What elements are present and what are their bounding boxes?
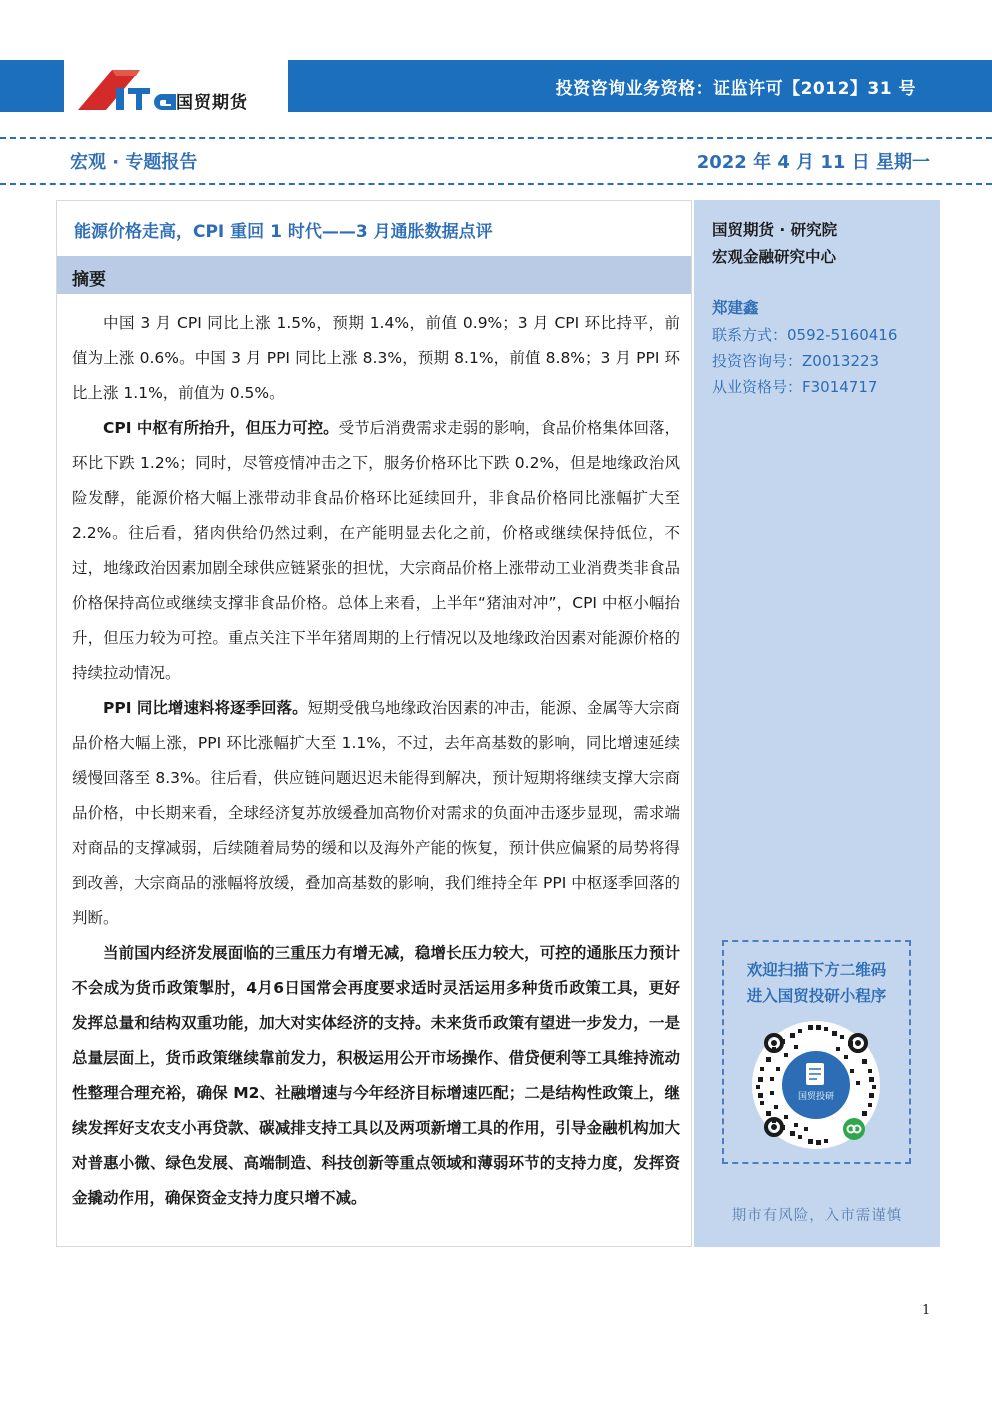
qr-caption-line-2: 进入国贸投研小程序 bbox=[746, 987, 887, 1005]
summary-body bbox=[72, 306, 680, 1216]
paragraph-3 bbox=[72, 691, 680, 936]
paragraph-3-text: 短期受俄乌地缘政治因素的冲击，能源、金属等大宗商品价格大幅上涨，PPI 环比涨幅扩大至 1.1%，不过，去年高基数的影响，同比增速延续缓慢回落至 8.3%。往后看，供应链问题迟迟未能得到解决，预计短期将继续支撑大宗商品价格，中长期来看，全球经济复苏放缓叠加高物价对需求的负面冲击逐步显现，需求端对商品的支撑减弱，后续随着局势的缓和以及海外产能的恢复，预计供应偏紧的局势将得到改善，大宗商品的涨幅将放缓，叠加高基数的影响，我们维持全年 PPI 中枢逐季回落的判断。 bbox=[72, 699, 680, 927]
itg-logo-icon bbox=[78, 66, 178, 110]
paragraph-2 bbox=[72, 411, 680, 691]
qr-center-label: 国贸投研 bbox=[797, 1092, 835, 1102]
mini-program-qr-icon[interactable] bbox=[750, 1019, 882, 1151]
divider-dashed-bottom bbox=[0, 183, 992, 185]
summary-label: 摘要 bbox=[72, 270, 106, 290]
analyst-name: 郑建鑫 bbox=[712, 299, 759, 317]
report-type: 宏观 · 专题报告 bbox=[70, 152, 198, 173]
paragraph-2-text: 受节后消费需求走弱的影响，食品价格集体回落，环比下跌 1.2%；同时，尽管疫情冲击之下，服务价格环比下跌 0.2%，但是地缘政治风险发酵，能源价格大幅上涨带动非食品价格环比延续回升，非食品价格同比涨幅扩大至 2.2%。往后看，猪肉供给仍然过剩，在产能明显去化之前，价格或继续保持低位，不过，地缘政治因素加剧全球供应链紧张的担忧，大宗商品价格上涨带动工业消费类非食品价格保持高位或继续支撑非食品价格。总体上来看，上半年“猪油对冲”，CPI 中枢小幅抬升，但压力较为可控。重点关注下半年猪周期的上行情况以及地缘政治因素对能源价格的持续拉动情况。 bbox=[72, 419, 680, 682]
paragraph-3-lead: PPI 同比增速料将逐季回落。 bbox=[103, 699, 308, 717]
risk-warning: 期市有风险，入市需谨慎 bbox=[731, 1208, 903, 1224]
summary-header-bar bbox=[57, 256, 691, 294]
qr-caption-line-1: 欢迎扫描下方二维码 bbox=[746, 961, 887, 979]
report-title: 能源价格走高，CPI 重回 1 时代——3 月通胀数据点评 bbox=[74, 222, 493, 242]
report-date: 2022 年 4 月 11 日 星期一 bbox=[696, 152, 930, 173]
analyst-contact: 联系方式：0592-5160416 bbox=[712, 326, 898, 344]
analyst-qualification-no: 从业资格号：F3014717 bbox=[712, 378, 878, 396]
sidebar-org: 国贸期货 · 研究院 bbox=[712, 221, 838, 239]
divider-dashed-top bbox=[0, 137, 992, 139]
license-text: 投资咨询业务资格：证监许可【2012】31 号 bbox=[555, 79, 916, 99]
paragraph-2-lead: CPI 中枢有所抬升，但压力可控。 bbox=[103, 419, 339, 437]
header-bar-left bbox=[0, 60, 64, 112]
analyst-consult-no: 投资咨询号：Z0013223 bbox=[712, 352, 880, 370]
paragraph-4: 当前国内经济发展面临的三重压力有增无减，稳增长压力较大，可控的通胀压力预计不会成为货币政策掣肘，4月6日国常会再度要求适时灵活运用多种货币政策工具，更好发挥总量和结构双重功能，加大对实体经济的支持。未来货币政策有望进一步发力，一是总量层面上，货币政策继续靠前发力，积极运用公开市场操作、借贷便利等工具维持流动性整理合理充裕，确保 M2、社融增速与今年经济目标增速匹配；二是结构性政策上，继续发挥好支农支小再贷款、碳减排支持工具以及两项新增工具的作用，引导金融机构加大对普惠小微、绿色发展、高端制造、科技创新等重点领域和薄弱环节的支持力度，发挥资金撬动作用，确保资金支持力度只增不减。 bbox=[72, 944, 680, 1207]
sidebar-dept: 宏观金融研究中心 bbox=[712, 248, 837, 266]
paragraph-1: 中国 3 月 CPI 同比上涨 1.5%，预期 1.4%，前值 0.9%；3 月 CPI 环比持平，前值为上涨 0.6%。中国 3 月 PPI 同比上涨 8.3%，预期 8.1%，前值 8.8%；3 月 PPI 环比上涨 1.1%，前值为 0.5%。 bbox=[72, 314, 680, 402]
logo-text: 国贸期货 bbox=[176, 93, 248, 113]
page-number: 1 bbox=[922, 1303, 931, 1318]
